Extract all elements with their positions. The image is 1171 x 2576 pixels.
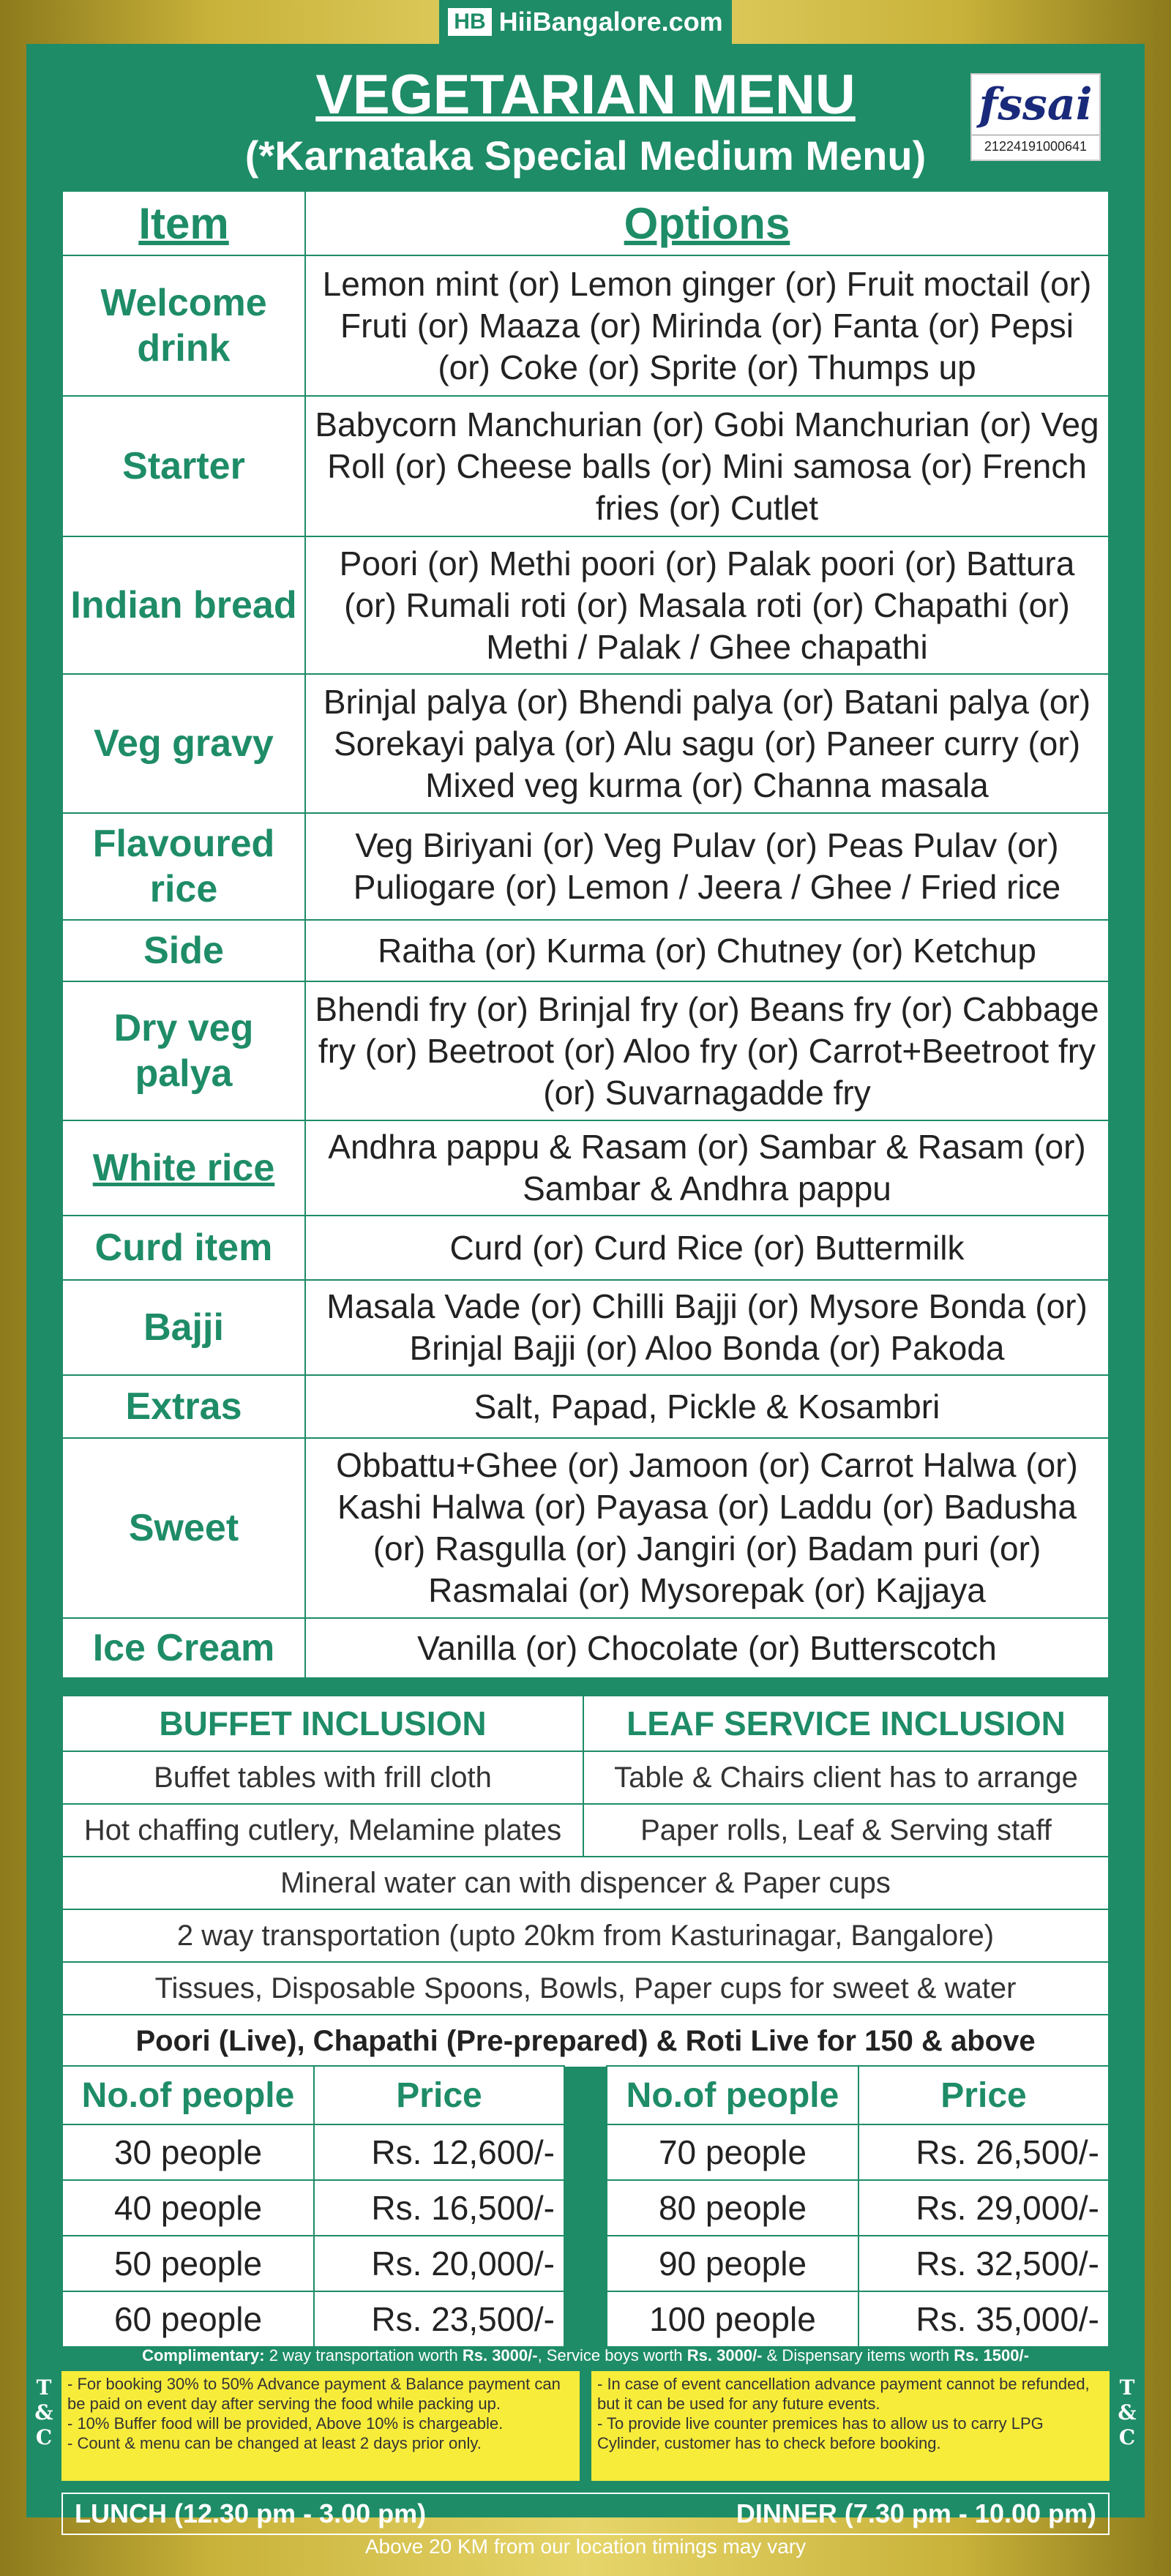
inclusion-common-row <box>62 2015 1109 2067</box>
price-row <box>607 2236 1109 2291</box>
menu-item-label: Indian bread <box>62 536 305 674</box>
price-row <box>62 2236 564 2291</box>
complimentary-value: Rs. 3000/- <box>462 2346 538 2365</box>
menu-row <box>62 1216 1109 1280</box>
inclusion-row <box>62 1751 1109 1804</box>
inclusion-table <box>61 1695 1110 2068</box>
price-row <box>62 2291 564 2347</box>
people-count: 40 people <box>62 2180 314 2236</box>
menu-item-options: Curd (or) Curd Rice (or) Buttermilk <box>305 1216 1109 1280</box>
menu-item-options: Raitha (or) Kurma (or) Chutney (or) Ketchup <box>305 920 1109 981</box>
terms-line: - For booking 30% to 50% Advance payment & Balance payment can be paid on event day after serving the food while packing up. <box>67 2375 561 2413</box>
menu-item-options: Andhra pappu & Rasam (or) Sambar & Rasam (or) Sambar & Andhra pappu <box>305 1120 1109 1216</box>
page-subtitle: (*Karnataka Special Medium Menu) <box>244 132 927 179</box>
menu-item-options: Vanilla (or) Chocolate (or) Butterscotch <box>305 1618 1109 1678</box>
common-inclusion-item: Tissues, Disposable Spoons, Bowls, Paper cups for sweet & water <box>62 1962 1109 2015</box>
price-value: Rs. 32,500/- <box>858 2236 1109 2291</box>
price-row <box>62 2124 564 2180</box>
people-count: 70 people <box>607 2124 858 2180</box>
price-value: Rs. 29,000/- <box>858 2180 1109 2236</box>
price-value: Rs. 12,600/- <box>314 2124 564 2180</box>
menu-header-options: Options <box>305 191 1109 255</box>
menu-item-options: Obbattu+Ghee (or) Jamoon (or) Carrot Halwa (or) Kashi Halwa (or) Payasa (or) Laddu (or) Badusha (or) Rasgulla (or) Jangiri (or) Badam puri (or) Rasmalai (or) Mysorepak (or) Kajjaya <box>305 1438 1109 1618</box>
menu-row <box>62 255 1109 396</box>
people-count: 60 people <box>62 2291 314 2347</box>
price-value: Rs. 35,000/- <box>858 2291 1109 2347</box>
tc-letter: C <box>35 2425 53 2449</box>
tc-letter: & <box>1118 2400 1137 2425</box>
tc-label-right <box>1112 2375 1142 2450</box>
complimentary-note <box>26 2346 1145 2365</box>
inclusion-row <box>62 1804 1109 1857</box>
inclusion-common-row <box>62 1857 1109 1909</box>
terms-box-left <box>61 2371 580 2481</box>
menu-item-label: Extras <box>62 1375 305 1438</box>
price-header-price: Price <box>858 2066 1109 2124</box>
people-count: 30 people <box>62 2124 314 2180</box>
menu-row <box>62 536 1109 674</box>
menu-header-item: Item <box>62 191 305 255</box>
price-value: Rs. 20,000/- <box>314 2236 564 2291</box>
terms-box-right <box>591 2371 1110 2481</box>
menu-row <box>62 396 1109 536</box>
menu-row <box>62 1280 1109 1375</box>
menu-row <box>62 674 1109 813</box>
menu-item-label: Bajji <box>62 1280 305 1375</box>
menu-item-label: White rice <box>62 1120 305 1216</box>
menu-item-label: Flavoured rice <box>62 813 305 920</box>
people-count: 80 people <box>607 2180 858 2236</box>
menu-item-options: Bhendi fry (or) Brinjal fry (or) Beans fry (or) Cabbage fry (or) Beetroot (or) Aloo fry (or) Carrot+Beetroot fry (or) Suvarnagadde fry <box>305 981 1109 1120</box>
menu-item-label: Curd item <box>62 1216 305 1280</box>
price-table-left <box>61 2065 565 2348</box>
menu-item-options: Salt, Papad, Pickle & Kosambri <box>305 1375 1109 1438</box>
people-count: 100 people <box>607 2291 858 2347</box>
inclusion-common-row <box>62 1962 1109 2015</box>
buffet-inclusion-item: Buffet tables with frill cloth <box>62 1751 583 1804</box>
complimentary-text: , Service boys worth <box>537 2346 683 2365</box>
price-header-row <box>62 2066 564 2124</box>
terms-line: - To provide live counter premices has to allow us to carry LPG Cylinder, customer has to check before booking. <box>597 2414 1044 2452</box>
menu-row <box>62 813 1109 920</box>
menu-item-options: Babycorn Manchurian (or) Gobi Manchurian (or) Veg Roll (or) Cheese balls (or) Mini samosa (or) French fries (or) Cutlet <box>305 396 1109 536</box>
price-header-people: No.of people <box>62 2066 314 2124</box>
menu-item-label: Starter <box>62 396 305 536</box>
tc-letter: T <box>1119 2375 1135 2400</box>
people-count: 90 people <box>607 2236 858 2291</box>
price-value: Rs. 23,500/- <box>314 2291 564 2347</box>
tc-label-left <box>29 2375 59 2450</box>
brand-banner[interactable] <box>439 0 732 44</box>
complimentary-value: Rs. 3000/- <box>686 2346 763 2365</box>
live-counter-note: Poori (Live), Chapathi (Pre-prepared) & Roti Live for 150 & above <box>62 2015 1109 2067</box>
leaf-inclusion-item: Paper rolls, Leaf & Serving staff <box>583 1804 1109 1857</box>
menu-header-row <box>62 191 1109 255</box>
price-header-row <box>607 2066 1109 2124</box>
price-row <box>607 2180 1109 2236</box>
price-value: Rs. 26,500/- <box>858 2124 1109 2180</box>
timings-bar <box>61 2493 1110 2535</box>
menu-item-label: Sweet <box>62 1438 305 1618</box>
menu-row <box>62 981 1109 1120</box>
people-count: 50 people <box>62 2236 314 2291</box>
price-row <box>62 2180 564 2236</box>
buffet-inclusion-header: BUFFET INCLUSION <box>62 1696 583 1751</box>
common-inclusion-item: 2 way transportation (upto 20km from Kasturinagar, Bangalore) <box>62 1909 1109 1962</box>
price-value: Rs. 16,500/- <box>314 2180 564 2236</box>
price-row <box>607 2124 1109 2180</box>
complimentary-value: Rs. 1500/- <box>954 2346 1029 2365</box>
complimentary-label: Complimentary: <box>142 2346 265 2365</box>
menu-item-options: Veg Biriyani (or) Veg Pulav (or) Peas Pulav (or) Puliogare (or) Lemon / Jeera / Ghee / Fried rice <box>305 813 1109 920</box>
tc-letter: T <box>36 2375 52 2400</box>
menu-item-label: Welcome drink <box>62 255 305 396</box>
complimentary-text: 2 way transportation worth <box>269 2346 458 2365</box>
leaf-inclusion-header: LEAF SERVICE INCLUSION <box>583 1696 1109 1751</box>
menu-item-label: Veg gravy <box>62 674 305 813</box>
dinner-timing: DINNER (7.30 pm - 10.00 pm) <box>736 2498 1096 2528</box>
menu-row <box>62 1618 1109 1678</box>
menu-item-label: Ice Cream <box>62 1618 305 1678</box>
fssai-badge <box>970 73 1101 161</box>
brand-name: HiiBangalore.com <box>498 7 723 37</box>
menu-item-options: Brinjal palya (or) Bhendi palya (or) Batani palya (or) Sorekayi palya (or) Alu sagu (or) Paneer curry (or) Mixed veg kurma (or) Channa masala <box>305 674 1109 813</box>
lunch-timing: LUNCH (12.30 pm - 3.00 pm) <box>75 2498 427 2528</box>
menu-item-options: Poori (or) Methi poori (or) Palak poori (or) Battura (or) Rumali roti (or) Masala roti (or) Chapathi (or) Methi / Palak / Ghee chapathi <box>305 536 1109 674</box>
menu-item-label: Side <box>62 920 305 981</box>
menu-item-options: Lemon mint (or) Lemon ginger (or) Fruit moctail (or) Fruti (or) Maaza (or) Mirinda (or) Fanta (or) Pepsi (or) Coke (or) Sprite (or) Thumps up <box>305 255 1109 396</box>
common-inclusion-item: Mineral water can with dispencer & Paper cups <box>62 1857 1109 1909</box>
menu-row <box>62 920 1109 981</box>
leaf-inclusion-item: Table & Chairs client has to arrange <box>583 1751 1109 1804</box>
inclusion-header-row <box>62 1696 1109 1751</box>
menu-row <box>62 1375 1109 1438</box>
menu-item-label: Dry veg palya <box>62 981 305 1120</box>
complimentary-text: & Dispensary items worth <box>766 2346 950 2365</box>
fssai-license: 21224191000641 <box>972 135 1099 157</box>
price-table-right <box>606 2065 1110 2348</box>
terms-line: - In case of event cancellation advance payment cannot be refunded, but it can be used for any future events. <box>597 2375 1090 2413</box>
terms-line: - Count & menu can be changed at least 2 days prior only. <box>67 2434 482 2452</box>
menu-table <box>61 190 1110 1679</box>
page-title: VEGETARIAN MENU <box>315 64 856 126</box>
price-header-people: No.of people <box>607 2066 858 2124</box>
menu-row <box>62 1438 1109 1618</box>
price-row <box>607 2291 1109 2347</box>
menu-item-options: Masala Vade (or) Chilli Bajji (or) Mysore Bonda (or) Brinjal Bajji (or) Aloo Bonda (or) Pakoda <box>305 1280 1109 1375</box>
brand-prefix: HB <box>448 8 491 36</box>
menu-row <box>62 1120 1109 1216</box>
terms-line: - 10% Buffer food will be provided, Above 10% is chargeable. <box>67 2414 504 2433</box>
tc-letter: & <box>34 2400 53 2425</box>
footer-note: Above 20 KM from our location timings may vary <box>364 2535 807 2558</box>
price-header-price: Price <box>314 2066 564 2124</box>
inclusion-common-row <box>62 1909 1109 1962</box>
buffet-inclusion-item: Hot chaffing cutlery, Melamine plates <box>62 1804 583 1857</box>
tc-letter: C <box>1118 2425 1136 2449</box>
fssai-logo: fssai <box>979 79 1093 130</box>
menu-panel <box>26 44 1145 2528</box>
